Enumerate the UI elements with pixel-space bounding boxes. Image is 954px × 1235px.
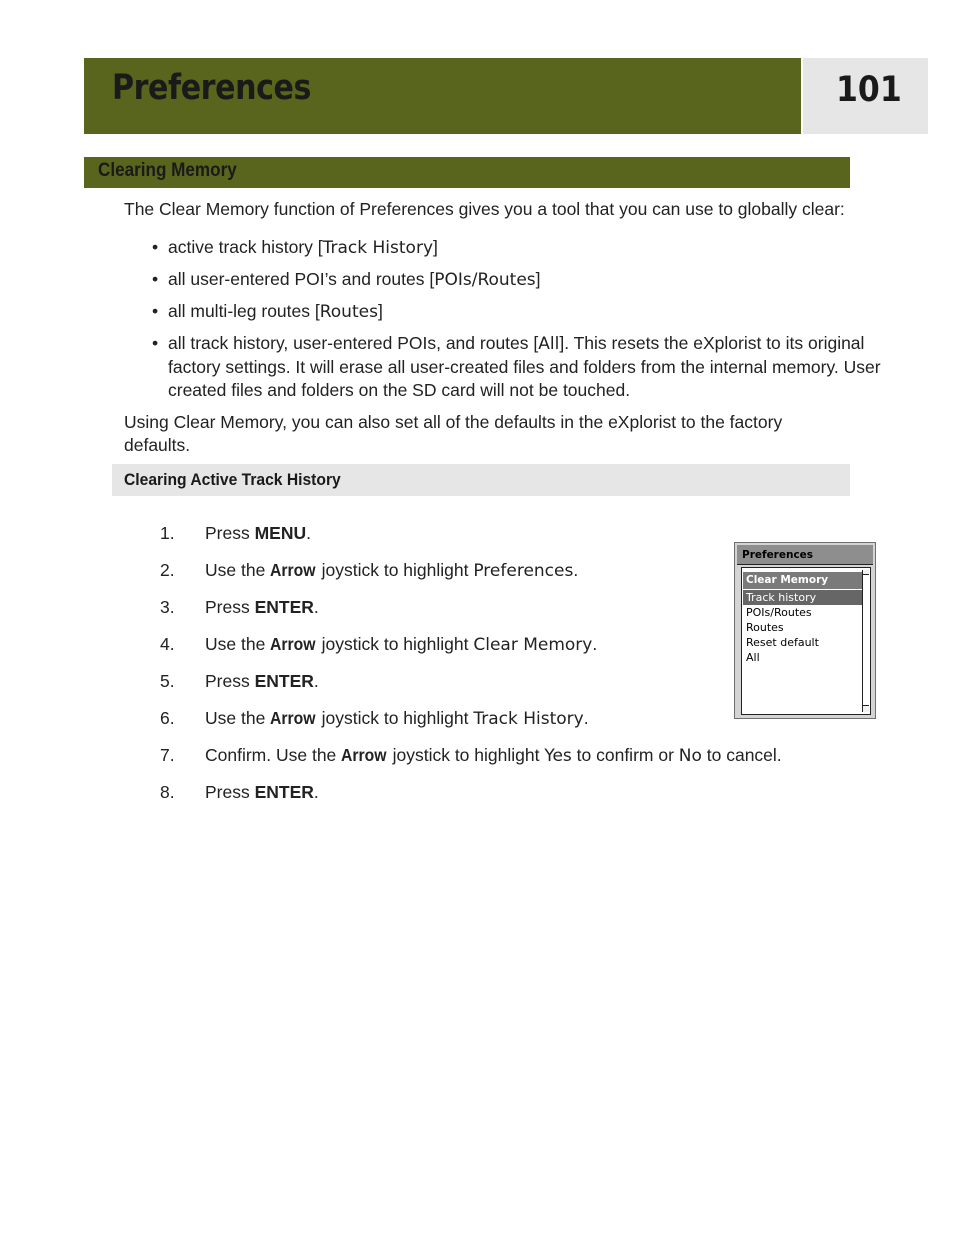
device-menu-item-track-history[interactable]: Track history (743, 590, 863, 605)
step-text: Use the Arrow joystick to highlight Preferences. (205, 560, 579, 581)
ui-term: No (678, 746, 702, 766)
bullet-text-after: ] (535, 269, 541, 289)
ui-term: POIs/Routes (434, 270, 536, 290)
key-name: Arrow (270, 560, 316, 580)
bullet-icon: • (152, 333, 159, 353)
step-number: 3. (160, 597, 175, 617)
key-name: Arrow (270, 634, 316, 654)
bullet-icon: • (152, 237, 159, 257)
list-item (152, 332, 897, 402)
ui-term: Track History (473, 709, 584, 729)
section-title: Clearing Memory (98, 160, 237, 181)
key-name: ENTER (254, 782, 314, 802)
bullet-text-after: ] (377, 301, 383, 321)
bullet-text: all track history, user-entered POIs, and routes [ (168, 333, 539, 353)
step-number: 5. (160, 671, 175, 691)
step-text: Press ENTER. (205, 597, 319, 617)
ui-term: Routes (319, 302, 378, 322)
step-number: 4. (160, 634, 175, 654)
list-item (152, 236, 897, 260)
step-number: 1. (160, 523, 175, 543)
step-text: Press ENTER. (205, 782, 319, 802)
device-screen-figure (734, 542, 876, 719)
step-text: Confirm. Use the Arrow joystick to highlight Yes to confirm or No to cancel. (205, 745, 782, 766)
clear-options-list (152, 236, 897, 410)
device-screen-title: Preferences (737, 545, 873, 565)
section-heading-bar (84, 157, 850, 188)
page-number-box (803, 58, 928, 134)
chapter-header-bar (84, 58, 801, 134)
device-menu-list (743, 590, 863, 665)
key-name: MENU (254, 523, 307, 543)
ui-term: Track History (322, 238, 434, 258)
ui-term: Yes (544, 746, 572, 766)
page-number: 101 (836, 70, 902, 110)
step-number: 8. (160, 782, 175, 802)
subsection-heading-bar (112, 464, 850, 496)
device-menu-header: Clear Memory (743, 572, 862, 589)
key-name: Arrow (341, 745, 387, 765)
step-text: Use the Arrow joystick to highlight Clear Memory. (205, 634, 598, 655)
bullet-text: active track history [ (168, 237, 323, 257)
device-menu-item-all[interactable]: All (746, 651, 760, 664)
bullet-text: all multi-leg routes [ (168, 301, 320, 321)
ui-term: Preferences (473, 561, 574, 581)
device-menu-item-pois-routes[interactable]: POIs/Routes (746, 606, 812, 619)
step-number: 2. (160, 560, 175, 580)
key-name: Arrow (270, 708, 316, 728)
page-title: Preferences (112, 68, 311, 108)
bullet-icon: • (152, 269, 159, 289)
device-scrollbar[interactable] (862, 570, 869, 712)
bullet-text: all user-entered POI’s and routes [ (168, 269, 435, 289)
step-number: 6. (160, 708, 175, 728)
outro-paragraph: Using Clear Memory, you can also set all of the defaults in the eXplorist to the factory defaults. (124, 412, 783, 455)
bullet-text-after: ] (433, 237, 438, 257)
key-name: ENTER (254, 597, 314, 617)
device-scrollbar-thumb[interactable] (863, 574, 869, 706)
subsection-title: Clearing Active Track History (124, 470, 341, 489)
intro-paragraph: The Clear Memory function of Preferences gives you a tool that you can use to globally clear: (124, 199, 845, 219)
step-text: Press ENTER. (205, 671, 319, 691)
device-menu-item-reset-default[interactable]: Reset default (746, 636, 819, 649)
device-menu-panel (741, 567, 871, 715)
step-number: 7. (160, 745, 175, 765)
bullet-icon: • (152, 301, 159, 321)
step-text: Use the Arrow joystick to highlight Track History. (205, 708, 589, 729)
bullet-text-after: ]. This resets the eXplorist to its original factory settings. It will erase all user-created files and folders from the internal memory. User created files and folders on the SD card will not be touched. (168, 333, 881, 400)
list-item (152, 300, 897, 324)
ui-term: Clear Memory (473, 635, 593, 655)
device-menu-item-routes[interactable]: Routes (746, 621, 784, 634)
step-text: Press MENU. (205, 523, 312, 543)
list-item (152, 268, 897, 292)
key-name: ENTER (254, 671, 314, 691)
ui-term: All (538, 334, 560, 354)
